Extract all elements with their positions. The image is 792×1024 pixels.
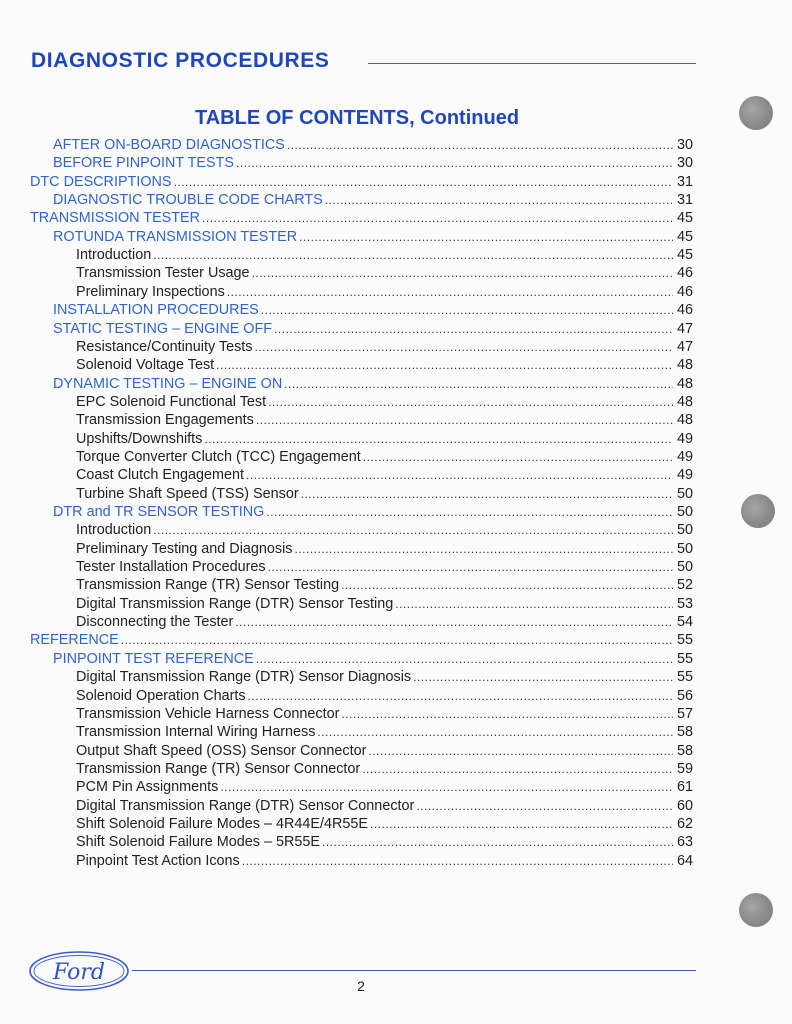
- toc-entry-page: 30: [676, 155, 693, 172]
- toc-entry-label: Transmission Range (TR) Sensor Testing: [76, 577, 340, 594]
- toc-entry-label: Output Shaft Speed (OSS) Sensor Connector: [76, 742, 367, 759]
- ford-oval-icon: [28, 950, 130, 992]
- toc-entry-page: 47: [676, 320, 693, 337]
- toc-entry-label: Transmission Internal Wiring Harness: [76, 724, 316, 741]
- toc-entry[interactable]: [53, 301, 693, 319]
- toc-entry-label: Turbine Shaft Speed (TSS) Sensor: [76, 485, 299, 502]
- toc-entry[interactable]: [53, 320, 693, 338]
- toc-entry[interactable]: [76, 558, 693, 576]
- toc-entry[interactable]: [76, 742, 693, 760]
- toc-leader-dots: [227, 283, 673, 301]
- toc-entry[interactable]: [53, 228, 693, 246]
- toc-entry-page: 63: [676, 834, 693, 851]
- toc-entry-page: 50: [676, 485, 693, 502]
- toc-leader-dots: [322, 833, 673, 851]
- toc-leader-dots: [362, 760, 673, 778]
- toc-entry-page: 31: [676, 173, 693, 190]
- toc-entry[interactable]: [53, 154, 693, 172]
- toc-entry[interactable]: [76, 521, 693, 539]
- toc-entry-page: 45: [676, 228, 693, 245]
- toc-entry-page: 49: [676, 467, 693, 484]
- toc-entry-label: Digital Transmission Range (DTR) Sensor Testing: [76, 595, 394, 612]
- toc-entry-label: Resistance/Continuity Tests: [76, 338, 253, 355]
- toc-leader-dots: [363, 448, 673, 466]
- toc-entry[interactable]: [30, 209, 693, 227]
- toc-leader-dots: [153, 246, 673, 264]
- toc-leader-dots: [255, 338, 673, 356]
- toc-entry[interactable]: [30, 631, 693, 649]
- toc-heading: TABLE OF CONTENTS, Continued: [195, 107, 520, 129]
- toc-entry-page: 50: [676, 522, 693, 539]
- toc-entry-label: ROTUNDA TRANSMISSION TESTER: [53, 228, 298, 245]
- toc-entry-label: Digital Transmission Range (DTR) Sensor Connector: [76, 797, 415, 814]
- toc-entry[interactable]: [76, 760, 693, 778]
- toc-entry-page: 31: [676, 192, 693, 209]
- toc-entry[interactable]: [76, 485, 693, 503]
- toc-entry[interactable]: [76, 356, 693, 374]
- toc-entry[interactable]: [76, 778, 693, 796]
- toc-entry-page: 50: [676, 504, 693, 520]
- toc-entry-page: 50: [676, 559, 693, 576]
- toc-entry[interactable]: [53, 136, 693, 154]
- toc-leader-dots: [242, 852, 673, 870]
- toc-entry-page: 64: [676, 852, 693, 869]
- toc-entry-label: DIAGNOSTIC TROUBLE CODE CHARTS: [53, 192, 323, 209]
- toc-entry-label: Coast Clutch Engagement: [76, 467, 244, 484]
- toc-entry-label: PCM Pin Assignments: [76, 779, 219, 796]
- toc-leader-dots: [274, 320, 673, 338]
- toc-leader-dots: [236, 154, 673, 172]
- toc-leader-dots: [317, 723, 673, 741]
- toc-entry-label: Digital Transmission Range (DTR) Sensor Diagnosis: [76, 669, 412, 686]
- toc-entry-page: 58: [676, 724, 693, 741]
- toc-leader-dots: [325, 191, 673, 209]
- toc-leader-dots: [299, 228, 673, 246]
- toc-leader-dots: [261, 301, 673, 319]
- toc-leader-dots: [202, 209, 673, 227]
- toc-entry-label: Pinpoint Test Action Icons: [76, 852, 240, 869]
- toc-leader-dots: [268, 393, 673, 411]
- toc-entry-label: Disconnecting the Tester: [76, 614, 234, 631]
- toc-leader-dots: [174, 173, 673, 191]
- toc-entry[interactable]: [76, 668, 693, 686]
- toc-entry-label: INSTALLATION PROCEDURES: [53, 302, 259, 319]
- toc-leader-dots: [220, 778, 673, 796]
- toc-entry-page: 48: [676, 393, 693, 410]
- toc-entry[interactable]: [76, 540, 693, 558]
- toc-entry[interactable]: [76, 283, 693, 301]
- toc-entry-label: TRANSMISSION TESTER: [30, 210, 201, 227]
- toc-leader-dots: [395, 595, 673, 613]
- toc-entry-page: 60: [676, 797, 693, 814]
- toc-entry-page: 59: [676, 760, 693, 777]
- toc-entry-page: 49: [676, 430, 693, 447]
- toc-entry-page: 62: [676, 815, 693, 832]
- toc-entry-label: Solenoid Voltage Test: [76, 357, 215, 374]
- toc-entry[interactable]: [76, 576, 693, 594]
- toc-entry-label: Tester Installation Procedures: [76, 559, 266, 576]
- toc-entry[interactable]: [76, 393, 693, 411]
- toc-entry-label: Upshifts/Downshifts: [76, 430, 203, 447]
- toc-leader-dots: [341, 576, 673, 594]
- toc-leader-dots: [252, 264, 673, 282]
- toc-leader-dots: [301, 485, 673, 503]
- toc-entry-label: BEFORE PINPOINT TESTS: [53, 155, 234, 172]
- toc-entry-label: PINPOINT TEST REFERENCE: [53, 650, 254, 667]
- toc-entry-page: 48: [676, 412, 693, 429]
- footer-divider: [132, 970, 696, 971]
- toc-entry-page: 45: [676, 210, 693, 227]
- toc-leader-dots: [246, 466, 673, 484]
- toc-entry[interactable]: [76, 338, 693, 356]
- toc-entry[interactable]: [76, 833, 693, 851]
- toc-entry[interactable]: [53, 375, 693, 393]
- toc-entry[interactable]: [76, 852, 693, 870]
- toc-entry[interactable]: [76, 723, 693, 741]
- toc-leader-dots: [284, 375, 673, 393]
- toc-entry[interactable]: [53, 191, 693, 209]
- binder-hole-bottom: [739, 893, 773, 927]
- toc-leader-dots: [368, 742, 673, 760]
- toc-entry-page: 46: [676, 265, 693, 282]
- binder-hole-top: [739, 96, 773, 130]
- toc-entry-page: 57: [676, 705, 693, 722]
- toc-entry[interactable]: [76, 613, 693, 631]
- toc-entry[interactable]: [76, 466, 693, 484]
- toc-entry[interactable]: [76, 246, 693, 264]
- toc-entry-label: DTC DESCRIPTIONS: [30, 173, 172, 190]
- toc-leader-dots: [256, 411, 673, 429]
- toc-entry-page: 48: [676, 357, 693, 374]
- toc-entry-page: 58: [676, 742, 693, 759]
- ford-logo-text: Ford: [53, 960, 105, 985]
- toc-entry[interactable]: [76, 595, 693, 613]
- toc-leader-dots: [268, 558, 673, 576]
- toc-entry-label: Transmission Tester Usage: [76, 265, 250, 282]
- toc-entry-label: Shift Solenoid Failure Modes – 5R55E: [76, 834, 320, 851]
- toc-entry-label: DTR and TR SENSOR TESTING: [53, 504, 265, 520]
- toc-entry-page: 55: [676, 650, 693, 667]
- toc-entry-page: 53: [676, 595, 693, 612]
- toc-entry-label: Preliminary Inspections: [76, 283, 225, 300]
- toc-entry[interactable]: [76, 430, 693, 448]
- toc-entry-page: 61: [676, 779, 693, 796]
- toc-entry-page: 52: [676, 577, 693, 594]
- toc-entry-label: Shift Solenoid Failure Modes – 4R44E/4R55E: [76, 815, 368, 832]
- toc-entry[interactable]: [53, 503, 693, 521]
- page-title: DIAGNOSTIC PROCEDURES: [31, 49, 330, 72]
- toc-leader-dots: [295, 540, 673, 558]
- ford-logo: [28, 950, 130, 992]
- toc-entry[interactable]: [76, 815, 693, 833]
- toc-entry-label: Torque Converter Clutch (TCC) Engagement: [76, 448, 361, 465]
- toc-entry-label: Transmission Engagements: [76, 412, 254, 429]
- toc-entry[interactable]: [76, 705, 693, 723]
- toc-leader-dots: [416, 797, 673, 815]
- toc-entry-page: 46: [676, 302, 693, 319]
- toc-entry[interactable]: [76, 448, 693, 466]
- toc-entry-page: 49: [676, 448, 693, 465]
- toc-entry-page: 55: [676, 669, 693, 686]
- toc-entry-page: 50: [676, 540, 693, 557]
- toc-entry-page: 48: [676, 375, 693, 392]
- toc-leader-dots: [266, 503, 673, 521]
- toc-entry-label: EPC Solenoid Functional Test: [76, 393, 267, 410]
- toc-leader-dots: [121, 631, 673, 649]
- toc-entry[interactable]: [76, 797, 693, 815]
- toc-leader-dots: [370, 815, 673, 833]
- toc-entry-label: Transmission Range (TR) Sensor Connector: [76, 760, 361, 777]
- toc-entry-page: 55: [676, 632, 693, 649]
- toc-entry[interactable]: [76, 264, 693, 282]
- toc-leader-dots: [204, 430, 673, 448]
- toc-entry-page: 56: [676, 687, 693, 704]
- binder-hole-middle: [741, 494, 775, 528]
- toc-entry-page: 46: [676, 283, 693, 300]
- toc-entry-label: REFERENCE: [30, 632, 119, 649]
- toc-entry[interactable]: [76, 687, 693, 705]
- toc-entry-label: STATIC TESTING – ENGINE OFF: [53, 320, 273, 337]
- toc-leader-dots: [153, 521, 673, 539]
- toc-leader-dots: [413, 668, 673, 686]
- toc-entry-label: Preliminary Testing and Diagnosis: [76, 540, 293, 557]
- toc-entry-label: Introduction: [76, 522, 152, 539]
- toc-entry[interactable]: [76, 411, 693, 429]
- toc-entry-page: 45: [676, 247, 693, 264]
- toc-leader-dots: [235, 613, 673, 631]
- toc-leader-dots: [248, 687, 673, 705]
- page-number: 2: [357, 978, 365, 994]
- toc-leader-dots: [216, 356, 673, 374]
- toc-entry[interactable]: [53, 650, 693, 668]
- toc-entry-label: Solenoid Operation Charts: [76, 687, 246, 704]
- toc-entry-page: 47: [676, 338, 693, 355]
- toc-leader-dots: [256, 650, 673, 668]
- toc-entry-label: Introduction: [76, 247, 152, 264]
- toc-entry-page: 30: [676, 137, 693, 153]
- toc-entry[interactable]: [30, 173, 693, 191]
- header-divider: [368, 63, 696, 64]
- toc-entry-page: 54: [676, 614, 693, 631]
- toc-leader-dots: [341, 705, 673, 723]
- toc-leader-dots: [287, 136, 673, 154]
- toc-entry-label: DYNAMIC TESTING – ENGINE ON: [53, 375, 283, 392]
- toc-entry-label: AFTER ON-BOARD DIAGNOSTICS: [53, 137, 285, 153]
- toc-entry-label: Transmission Vehicle Harness Connector: [76, 705, 340, 722]
